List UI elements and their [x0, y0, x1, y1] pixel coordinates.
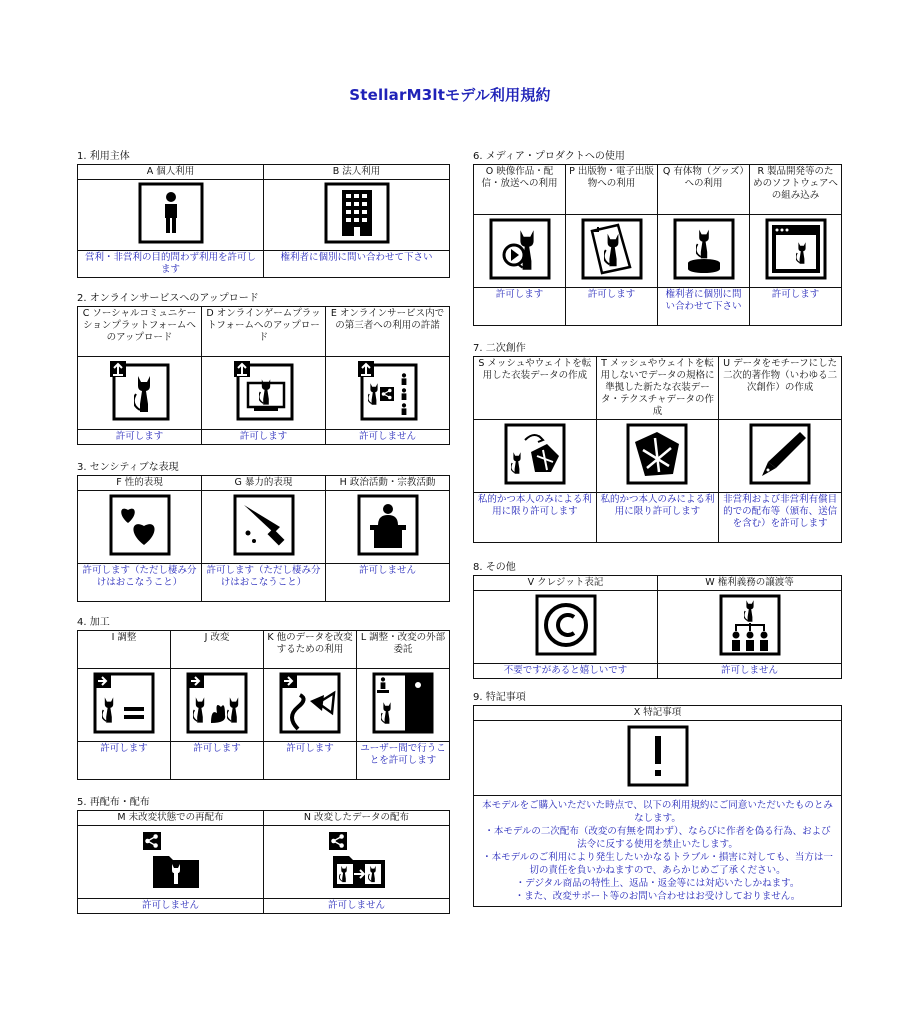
section-label: 5. 再配布・配布	[77, 797, 150, 808]
section-other	[473, 561, 842, 679]
col-header: B 法人利用	[264, 165, 450, 180]
video-cat-icon	[488, 217, 552, 281]
col-header: F 性的表現	[78, 476, 202, 491]
col-header: K 他のデータを改変するための利用	[264, 631, 357, 669]
status-text: 権利者に個別に問い合わせて下さい	[658, 288, 750, 326]
status-text: 許可しません	[326, 430, 450, 445]
status-text: 権利者に個別に問い合わせて下さい	[264, 251, 450, 278]
section-derivative	[473, 342, 842, 543]
modify-icon	[185, 671, 249, 735]
goods-cat-icon	[672, 217, 736, 281]
status-text: 許可します	[78, 742, 171, 780]
terms-table	[77, 630, 450, 780]
terms-table	[473, 705, 842, 907]
share-folder-icon	[139, 828, 203, 892]
note-line: ・本モデルの二次配布（改変の有無を問わず）、ならびに作者を偽る行為、および法令に反する使用を禁止いたします。	[484, 826, 831, 850]
status-text: 私的かつ本人のみによる利用に限り許可します	[596, 493, 719, 543]
status-text: 許可します	[202, 430, 326, 445]
status-text: 非営利および非営利有償目的での配布等（頒布、送信を含む）を許可します	[719, 493, 842, 543]
page-title: StellarM3ltモデル利用規約	[349, 86, 551, 104]
terms-table	[77, 810, 450, 914]
adjust-icon	[92, 671, 156, 735]
col-header: X 特記事項	[474, 706, 842, 721]
copyright-icon	[534, 593, 598, 657]
status-text: 許可します	[264, 742, 357, 780]
section-sensitive	[77, 461, 450, 602]
col-header: T メッシュやウェイトを転用しないでデータの規格に準拠した新たな衣装データ・テクスチャデータの作成	[596, 357, 719, 420]
upload-monitor-icon	[232, 359, 296, 423]
outsource-icon	[371, 671, 435, 735]
section-label: 4. 加工	[77, 617, 110, 628]
col-header: S メッシュやウェイトを転用した衣装データの作成	[474, 357, 597, 420]
podium-icon	[356, 493, 420, 557]
tail-ribbon-icon	[278, 671, 342, 735]
hearts-icon	[108, 493, 172, 557]
col-header: H 政治活動・宗教活動	[326, 476, 450, 491]
pen-nib-icon	[748, 422, 812, 486]
building-icon	[324, 182, 390, 244]
col-header: U データをモチーフにした二次的著作物（いわゆる二次創作）の作成	[719, 357, 842, 420]
status-text: 許可します	[171, 742, 264, 780]
cloth-transfer-icon	[503, 422, 567, 486]
status-text: 許可します	[78, 430, 202, 445]
section-notes	[473, 691, 842, 907]
section-label: 2. オンラインサービスへのアップロード	[77, 293, 259, 304]
note-line: ・デジタル商品の特性上、返品・返金等には対応いたしかねます。	[515, 878, 800, 889]
col-header: O 映像作品・配信・放送への利用	[474, 165, 566, 215]
document-cat-icon	[580, 217, 644, 281]
col-header: W 権利義務の譲渡等	[658, 576, 842, 591]
status-text: ユーザー間で行うことを許可します	[357, 742, 450, 780]
status-text: 許可します（ただし棲み分けはおこなうこと）	[202, 564, 326, 602]
col-header: G 暴力的表現	[202, 476, 326, 491]
terms-table	[77, 475, 450, 602]
terms-table	[473, 575, 842, 679]
status-text: 許可しません	[658, 664, 842, 679]
col-header: L 調整・改変の外部委託	[357, 631, 450, 669]
col-header: C ソーシャルコミュニケーションプラットフォームへのアップロード	[78, 307, 202, 357]
knife-icon	[232, 493, 296, 557]
col-header: R 製品開発等のためのソフトウェアへの組み込み	[750, 165, 842, 215]
section-usage-subject	[77, 150, 450, 278]
col-header: N 改変したデータの配布	[264, 811, 450, 826]
col-header: M 未改変状態での再配布	[78, 811, 264, 826]
status-text: 許可しません	[326, 564, 450, 602]
transfer-users-icon	[718, 593, 782, 657]
col-header: Q 有体物（グッズ）への利用	[658, 165, 750, 215]
share-modified-icon	[325, 828, 389, 892]
notes-text	[474, 796, 842, 907]
col-header: E オンラインサービス内での第三者への利用の許諾	[326, 307, 450, 357]
exclamation-icon	[626, 724, 690, 788]
share-users-icon	[356, 359, 420, 423]
col-header: A 個人利用	[78, 165, 264, 180]
terms-table	[473, 356, 842, 543]
terms-table	[77, 164, 450, 278]
section-label: 7. 二次創作	[473, 343, 526, 354]
section-label: 6. メディア・プロダクトへの使用	[473, 151, 625, 162]
status-text: 許可します	[474, 288, 566, 326]
status-text: 営利・非営利の目的問わず利用を許可します	[78, 251, 264, 278]
section-label: 9. 特記事項	[473, 692, 526, 703]
col-header: P 出版物・電子出版物への利用	[566, 165, 658, 215]
status-text: 許可しません	[264, 899, 450, 914]
section-label: 3. センシティブな表現	[77, 462, 179, 473]
section-online-upload	[77, 292, 450, 445]
terms-table	[77, 306, 450, 445]
status-text: 不要ですがあると嬉しいです	[474, 664, 658, 679]
section-label: 8. その他	[473, 562, 516, 573]
status-text: 許可しません	[78, 899, 264, 914]
status-text: 私的かつ本人のみによる利用に限り許可します	[474, 493, 597, 543]
section-processing	[77, 616, 450, 780]
status-text: 許可します（ただし棲み分けはおこなうこと）	[78, 564, 202, 602]
col-header: I 調整	[78, 631, 171, 669]
col-header: D オンラインゲームプラットフォームへのアップロード	[202, 307, 326, 357]
terms-table	[473, 164, 842, 326]
software-cat-icon	[764, 217, 828, 281]
cloth-icon	[625, 422, 689, 486]
note-line: 本モデルをご購入いただいた時点で、以下の利用規約にご同意いただいたものとみなします。	[482, 800, 833, 824]
status-text: 許可します	[566, 288, 658, 326]
upload-cat-icon	[108, 359, 172, 423]
col-header: J 改変	[171, 631, 264, 669]
section-media-product	[473, 150, 842, 326]
status-text: 許可します	[750, 288, 842, 326]
person-icon	[138, 182, 204, 244]
note-line: ・また、改変サポート等のお問い合わせはお受けしておりません。	[514, 891, 801, 902]
col-header: V クレジット表記	[474, 576, 658, 591]
section-redistribution	[77, 796, 450, 914]
note-line: ・本モデルのご利用により発生したいかなるトラブル・損害に対しても、当方は一切の責任を負いかねますので、あらかじめご了承ください。	[482, 852, 833, 876]
section-label: 1. 利用主体	[77, 151, 130, 162]
